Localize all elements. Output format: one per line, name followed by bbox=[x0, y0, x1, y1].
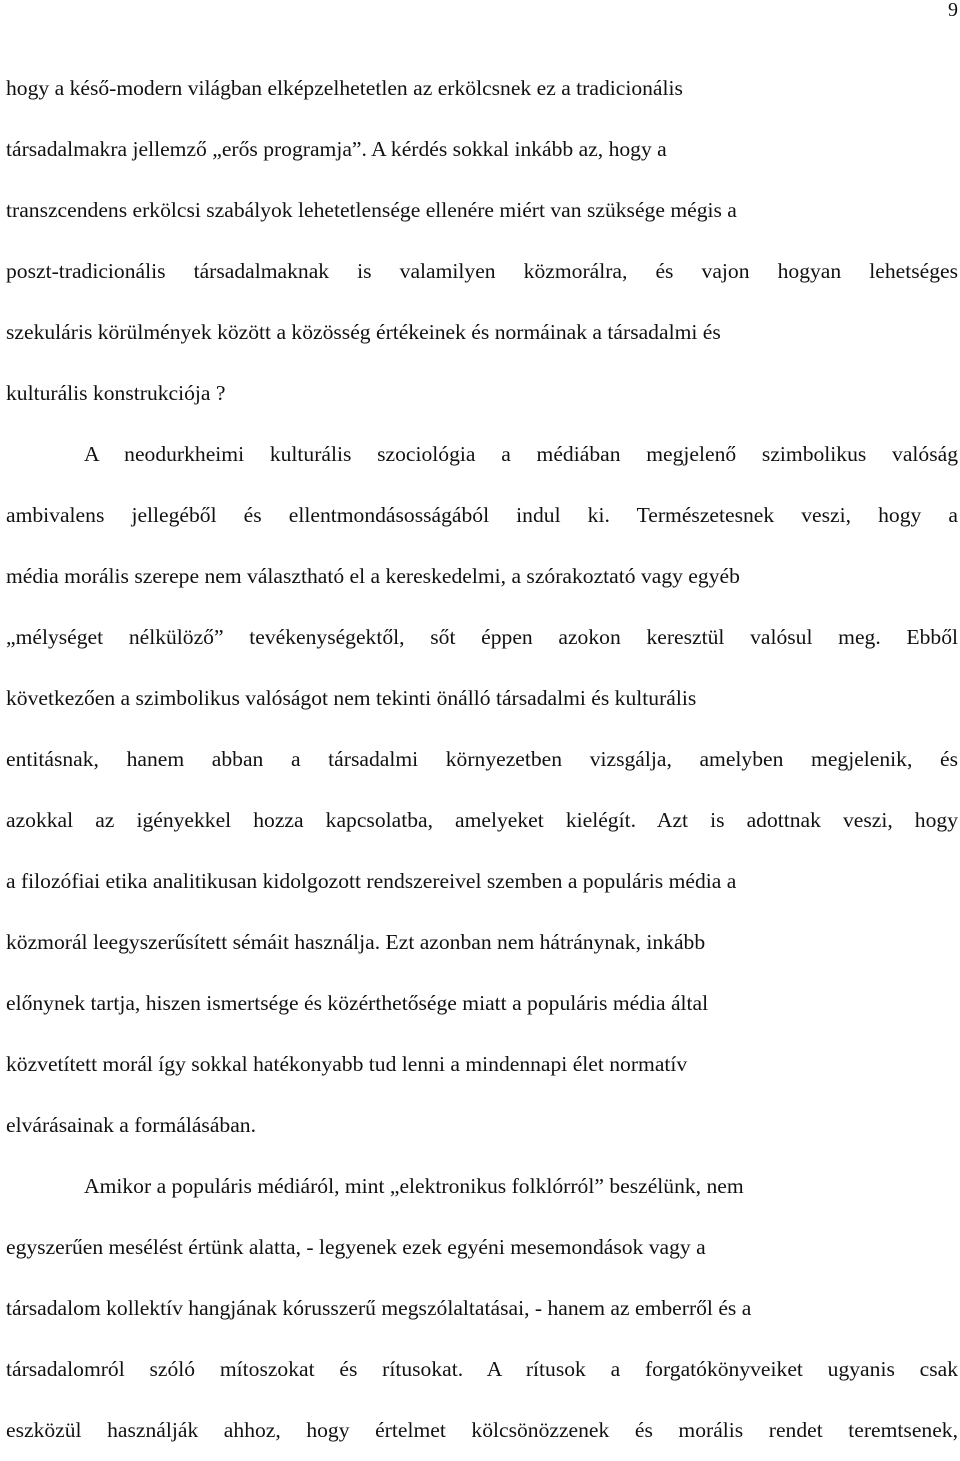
text-line: azokkal az igényekkel hozza kapcsolatba, amelyeket kielégít. Azt is adottnak veszi, hogy bbox=[6, 808, 958, 832]
text-line: eszközül használják ahhoz, hogy értelmet kölcsönözzenek és morális rendet teremtsenek, bbox=[6, 1418, 958, 1442]
text-line: szekuláris körülmények között a közösség értékeinek és normáinak a társadalmi és bbox=[6, 320, 721, 344]
text-line: közvetített morál így sokkal hatékonyabb tud lenni a mindennapi élet normatív bbox=[6, 1052, 688, 1076]
text-line: a filozófiai etika analitikusan kidolgozott rendszereivel szemben a populáris média a bbox=[6, 869, 737, 893]
text-line: média morális szerepe nem választható el a kereskedelmi, a szórakoztató vagy egyéb bbox=[6, 564, 740, 588]
text-line: entitásnak, hanem abban a társadalmi környezetben vizsgálja, amelyben megjelenik, és bbox=[6, 747, 958, 771]
text-line: elvárásainak a formálásában. bbox=[6, 1113, 256, 1137]
page-number: 9 bbox=[948, 0, 958, 21]
body-text bbox=[6, 58, 958, 1461]
text-line: társadalmakra jellemző „erős programja”. A kérdés sokkal inkább az, hogy a bbox=[6, 137, 667, 161]
text-line: transzcendens erkölcsi szabályok lehetetlensége ellenére miért van szüksége mégis a bbox=[6, 198, 737, 222]
text-line: Amikor a populáris médiáról, mint „elektronikus folklórról” beszélünk, nem bbox=[84, 1174, 744, 1198]
text-line: közmorál leegyszerűsített sémáit használja. Ezt azonban nem hátránynak, inkább bbox=[6, 930, 706, 954]
text-line: egyszerűen mesélést értünk alatta, - legyenek ezek egyéni mesemondások vagy a bbox=[6, 1235, 706, 1259]
text-line: ambivalens jellegéből és ellentmondásosságából indul ki. Természetesnek veszi, hogy a bbox=[6, 503, 958, 527]
text-line: poszt-tradicionális társadalmaknak is valamilyen közmorálra, és vajon hogyan lehetséges bbox=[6, 259, 958, 283]
text-line: kulturális konstrukciója ? bbox=[6, 381, 226, 405]
text-line: „mélységet nélkülöző” tevékenységektől, sőt éppen azokon keresztül valósul meg. Ebből bbox=[6, 625, 958, 649]
text-line: hogy a késő-modern világban elképzelhetetlen az erkölcsnek ez a tradicionális bbox=[6, 76, 683, 100]
text-line: társadalom kollektív hangjának kórusszerű megszólaltatásai, - hanem az emberről és a bbox=[6, 1296, 752, 1320]
text-line: A neodurkheimi kulturális szociológia a médiában megjelenő szimbolikus valóság bbox=[84, 442, 958, 466]
text-line: előnynek tartja, hiszen ismertsége és közérthetősége miatt a populáris média által bbox=[6, 991, 709, 1015]
text-line: következően a szimbolikus valóságot nem tekinti önálló társadalmi és kulturális bbox=[6, 686, 697, 710]
text-line: társadalomról szóló mítoszokat és rítusokat. A rítusok a forgatókönyveiket ugyanis csak bbox=[6, 1357, 958, 1381]
